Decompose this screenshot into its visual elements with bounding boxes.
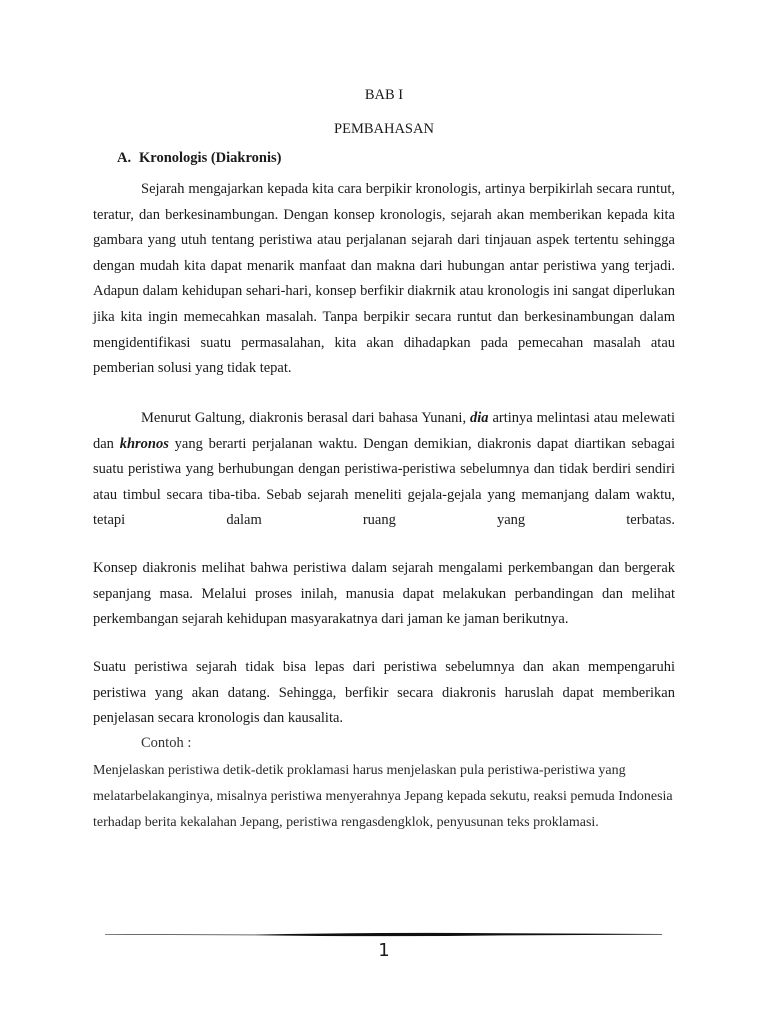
paragraph-kronologis: Sejarah mengajarkan kepada kita cara berpikir kronologis, artinya berpikirlah secara runtut, teratur, dan berkesinambungan. Dengan konsep kronologis, sejarah akan memberikan kepada kita gambara yang utuh tentang peristiwa atau perjalanan sejarah dari tinjauan aspek tertentu sehingga dengan mudah kita dapat menarik manfaat dan makna dari hubungan antar peristiwa yang terjadi. Adapun dalam kehidupan sehari-hari, konsep berfikir diakrnik atau kronologis ini sangat diperlukan jika kita ingin memecahkan masalah. Tanpa berpikir secara runtut dan berkesinambungan dalam mengidentifikasi suatu permasalahan, kita akan dihadapkan pada pemecahan masalah atau pemberian solusi yang tidak tepat.	[93, 181, 675, 377]
paragraph-galtung-part3: yang berarti perjalanan waktu. Dengan demikian, diakronis dapat diartikan sebagai suatu peristiwa yang berhubungan dengan peristiwa-peristiwa sebelumnya dan tidak berdiri sendiri atau timbul secara tiba-tiba. Sebab sejarah meneliti gejala-gejala yang memanjang dalam waktu, tetapi dalam ruang yang terbatas.	[93, 435, 675, 529]
example-label: Contoh :	[141, 735, 192, 751]
term-khronos: khronos	[119, 435, 169, 452]
section-title: Kronologis (Diakronis)	[139, 150, 282, 166]
chapter-subtitle: PEMBAHASAN	[334, 121, 434, 137]
page-number: 1	[378, 940, 390, 961]
paragraph-suatu-peristiwa: Suatu peristiwa sejarah tidak bisa lepas dari peristiwa sebelumnya dan akan mempengaruhi peristiwa yang akan datang. Sehingga, berfikir secara diakronis haruslah dapat memberikan penjelasan secara kronologis dan kausalita.	[93, 659, 675, 727]
paragraph-galtung	[93, 406, 675, 534]
section-number: A.	[117, 150, 132, 166]
term-dia: dia	[470, 410, 489, 426]
chapter-title: BAB I	[364, 87, 404, 103]
paragraph-galtung-part2: artinya melintasi atau melewati dan	[93, 410, 675, 452]
example-text: Menjelaskan peristiwa detik-detik proklamasi harus menjelaskan pula peristiwa-peristiwa yang melatarbelakanginya, misalnya peristiwa menyerahnya Jepang kepada sekutu, reaksi pemuda Indonesia terhadap berita kekalahan Jepang, peristiwa rengasdengklok, penyusunan teks proklamasi.	[93, 763, 673, 830]
section-heading	[117, 150, 281, 167]
document-page	[93, 0, 675, 1024]
paragraph-galtung-part1: Menurut Galtung, diakronis berasal dari bahasa Yunani,	[141, 410, 470, 426]
footer-divider	[105, 931, 662, 937]
paragraph-konsep-diakronis: Konsep diakronis melihat bahwa peristiwa dalam sejarah mengalami perkembangan dan bergerak sepanjang masa. Melalui proses inilah, manusia dapat melakukan perbandingan dan melihat perkembangan sejarah kehidupan masyarakatnya dari jaman ke jaman berikutnya.	[93, 560, 675, 628]
